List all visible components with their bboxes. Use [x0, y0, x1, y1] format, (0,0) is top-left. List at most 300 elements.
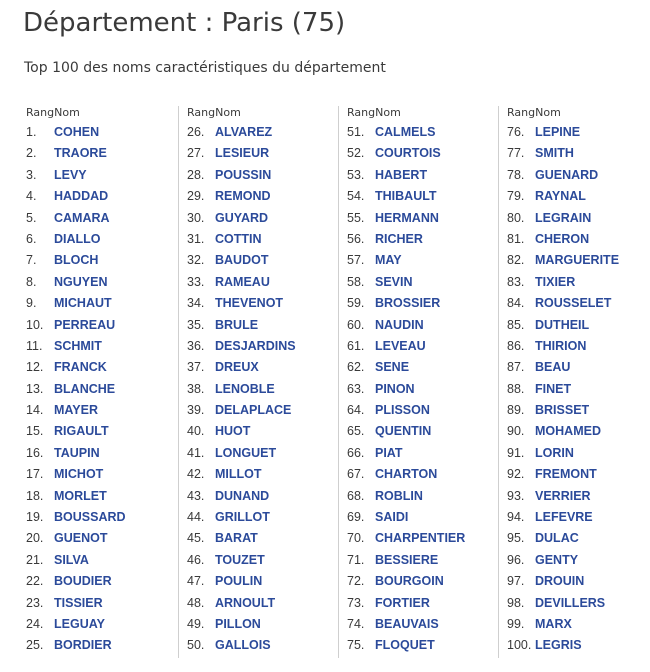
name-row — [187, 443, 328, 464]
surname-link[interactable]: SENE — [375, 360, 410, 375]
name-row — [347, 186, 488, 207]
name-row — [187, 379, 328, 400]
surname-link[interactable]: GRILLOT — [215, 510, 270, 525]
rank-number: 16. — [26, 445, 44, 460]
surname-link[interactable]: POULIN — [215, 574, 263, 589]
names-column-4 — [498, 106, 648, 658]
name-row — [507, 379, 648, 400]
rank-number: 66. — [347, 445, 365, 460]
rank-number: 60. — [347, 317, 365, 332]
rank-number: 95. — [507, 531, 525, 546]
surname-link[interactable]: PLISSON — [375, 403, 430, 418]
rank-number: 12. — [26, 360, 44, 375]
surname-link[interactable]: BLANCHE — [54, 381, 116, 396]
name-row — [187, 315, 328, 336]
rank-number: 79. — [507, 189, 525, 204]
rank-number: 55. — [347, 210, 365, 225]
rank-number: 49. — [187, 616, 205, 631]
rank-number: 48. — [187, 595, 205, 610]
rank-number: 47. — [187, 574, 205, 589]
name-row — [26, 571, 168, 592]
name-row — [187, 614, 328, 635]
name-row — [347, 571, 488, 592]
names-column-2 — [178, 106, 328, 658]
rank-number: 5. — [26, 210, 37, 225]
name-row — [187, 165, 328, 186]
rank-number: 63. — [347, 381, 365, 396]
surname-link[interactable]: LEPINE — [535, 125, 581, 139]
rows-list — [507, 122, 648, 657]
name-row — [187, 293, 328, 314]
name-row — [507, 143, 648, 164]
name-row — [187, 336, 328, 357]
surname-link[interactable]: GUYARD — [215, 210, 269, 225]
name-row — [347, 208, 488, 229]
surname-link[interactable]: CHARPENTIER — [375, 531, 466, 546]
rank-number: 13. — [26, 381, 44, 396]
name-header: Nom — [215, 106, 241, 119]
rank-number: 98. — [507, 595, 525, 610]
surname-link[interactable]: TISSIER — [54, 595, 103, 610]
surname-link[interactable]: SMITH — [535, 146, 574, 161]
rank-number: 35. — [187, 317, 205, 332]
surname-link[interactable]: QUENTIN — [375, 424, 432, 439]
surname-link[interactable]: RAMEAU — [215, 274, 270, 289]
name-row — [26, 250, 168, 271]
name-row — [507, 464, 648, 485]
surname-link[interactable]: DESJARDINS — [215, 338, 296, 353]
name-row — [347, 315, 488, 336]
surname-link[interactable]: MICHAUT — [54, 296, 112, 311]
name-row — [187, 250, 328, 271]
rank-number: 94. — [507, 510, 525, 525]
rank-number: 57. — [347, 253, 365, 268]
rank-number: 18. — [26, 488, 44, 503]
name-row — [347, 486, 488, 507]
name-row — [187, 421, 328, 442]
surname-link[interactable]: LEGRIS — [535, 638, 582, 653]
surname-link[interactable]: BRISSET — [535, 403, 590, 418]
surname-link[interactable]: LEGUAY — [54, 616, 105, 631]
name-row — [26, 486, 168, 507]
name-row — [187, 186, 328, 207]
name-row — [187, 486, 328, 507]
names-column-1 — [18, 106, 168, 658]
surname-link[interactable]: CHERON — [535, 231, 590, 246]
rank-number: 26. — [187, 125, 205, 139]
name-row — [507, 528, 648, 549]
rank-number: 85. — [507, 317, 525, 332]
name-row — [26, 421, 168, 442]
name-row — [26, 357, 168, 378]
surname-link[interactable]: DREUX — [215, 360, 259, 375]
surname-link[interactable]: BOUSSARD — [54, 510, 126, 525]
surname-link[interactable]: FREMONT — [535, 467, 597, 482]
rank-number: 72. — [347, 574, 365, 589]
name-header: Nom — [54, 106, 80, 119]
surname-link[interactable]: COTTIN — [215, 231, 262, 246]
surname-link[interactable]: MILLOT — [215, 467, 262, 482]
rank-number: 81. — [507, 231, 525, 246]
rank-number: 38. — [187, 381, 205, 396]
surname-link[interactable]: RAYNAL — [535, 189, 586, 204]
rank-number: 77. — [507, 146, 525, 161]
rank-number: 1. — [26, 125, 37, 139]
surname-link[interactable]: DELAPLACE — [215, 403, 292, 418]
surname-link[interactable]: THIBAULT — [375, 189, 437, 204]
surname-link[interactable]: DUTHEIL — [535, 317, 590, 332]
rank-number: 17. — [26, 467, 44, 482]
rank-number: 86. — [507, 338, 525, 353]
surname-link[interactable]: LEVEAU — [375, 338, 426, 353]
name-row — [26, 143, 168, 164]
name-row — [187, 400, 328, 421]
name-row — [347, 528, 488, 549]
surname-link[interactable]: MARX — [535, 616, 572, 631]
surname-link[interactable]: GENTY — [535, 552, 579, 567]
rank-number: 20. — [26, 531, 44, 546]
surname-link[interactable]: BEAUVAIS — [375, 616, 439, 631]
surname-link[interactable]: NGUYEN — [54, 274, 108, 289]
name-row — [507, 614, 648, 635]
surname-link[interactable]: LENOBLE — [215, 381, 275, 396]
rank-header: Rang — [187, 106, 216, 119]
surname-link[interactable]: BOUDIER — [54, 574, 112, 589]
name-row — [507, 593, 648, 614]
name-row — [26, 336, 168, 357]
rank-number: 44. — [187, 510, 205, 525]
name-row — [187, 208, 328, 229]
surname-link[interactable]: DROUIN — [535, 574, 585, 589]
rank-number: 8. — [26, 274, 37, 289]
surname-link[interactable]: SILVA — [54, 552, 89, 567]
name-row — [187, 635, 328, 656]
surname-link[interactable]: ROUSSELET — [535, 296, 612, 311]
name-row — [26, 593, 168, 614]
rank-number: 97. — [507, 574, 525, 589]
rank-number: 2. — [26, 146, 37, 161]
rank-number: 89. — [507, 403, 525, 418]
surname-link[interactable]: PILLON — [215, 616, 261, 631]
name-row — [347, 272, 488, 293]
name-row — [187, 507, 328, 528]
surname-link[interactable]: GALLOIS — [215, 638, 271, 653]
surname-link[interactable]: POUSSIN — [215, 167, 272, 182]
name-row — [507, 507, 648, 528]
rank-number: 87. — [507, 360, 525, 375]
surname-link[interactable]: LORIN — [535, 445, 574, 460]
surname-link[interactable]: MAY — [375, 253, 402, 268]
rank-number: 91. — [507, 445, 525, 460]
rank-number: 6. — [26, 231, 37, 246]
name-header: Nom — [535, 106, 561, 119]
rank-number: 93. — [507, 488, 525, 503]
surname-link[interactable]: FRANCK — [54, 360, 107, 375]
surname-link[interactable]: SCHMIT — [54, 338, 102, 353]
rank-number: 92. — [507, 467, 525, 482]
name-row — [507, 293, 648, 314]
rank-number: 56. — [347, 231, 365, 246]
name-row — [347, 635, 488, 656]
surname-link[interactable]: VERRIER — [535, 488, 591, 503]
name-row — [347, 165, 488, 186]
rank-number: 90. — [507, 424, 525, 439]
name-row — [26, 379, 168, 400]
rank-number: 41. — [187, 445, 205, 460]
rank-number: 9. — [26, 296, 37, 311]
surname-link[interactable]: BLOCH — [54, 253, 99, 268]
surname-link[interactable]: GUENARD — [535, 167, 599, 182]
surname-link[interactable]: NAUDIN — [375, 317, 424, 332]
rank-number: 33. — [187, 274, 205, 289]
surname-link[interactable]: RICHER — [375, 231, 423, 246]
name-row — [347, 421, 488, 442]
surname-link[interactable]: DEVILLERS — [535, 595, 606, 610]
rank-number: 3. — [26, 167, 37, 182]
rank-number: 36. — [187, 338, 205, 353]
surname-link[interactable]: TIXIER — [535, 274, 576, 289]
rank-number: 82. — [507, 253, 525, 268]
surname-link[interactable]: HADDAD — [54, 189, 109, 204]
name-row — [347, 443, 488, 464]
name-row — [26, 614, 168, 635]
surname-link[interactable]: ALVAREZ — [215, 125, 273, 139]
rank-number: 88. — [507, 381, 525, 396]
surname-link[interactable]: BROSSIER — [375, 296, 441, 311]
surname-link[interactable]: REMOND — [215, 189, 271, 204]
rank-number: 78. — [507, 167, 525, 182]
surname-link[interactable]: HERMANN — [375, 210, 439, 225]
surname-link[interactable]: PINON — [375, 381, 415, 396]
surname-link[interactable]: CALMELS — [375, 125, 436, 139]
surname-link[interactable]: BESSIERE — [375, 552, 439, 567]
name-row — [187, 528, 328, 549]
name-row — [507, 250, 648, 271]
name-row — [347, 229, 488, 250]
name-row — [187, 272, 328, 293]
rank-number: 23. — [26, 595, 44, 610]
surname-link[interactable]: DIALLO — [54, 231, 101, 246]
surname-link[interactable]: FORTIER — [375, 595, 430, 610]
name-row — [507, 186, 648, 207]
surname-link[interactable]: LESIEUR — [215, 146, 270, 161]
name-row — [347, 614, 488, 635]
name-row — [187, 143, 328, 164]
surname-link[interactable]: GUENOT — [54, 531, 108, 546]
rank-number: 76. — [507, 125, 525, 139]
column-header — [187, 106, 328, 120]
name-row — [26, 272, 168, 293]
rank-number: 50. — [187, 638, 205, 653]
surname-link[interactable]: LEGRAIN — [535, 210, 592, 225]
name-row — [507, 208, 648, 229]
surname-link[interactable]: THEVENOT — [215, 296, 284, 311]
rank-number: 64. — [347, 403, 365, 418]
column-header — [26, 106, 168, 120]
name-row — [347, 143, 488, 164]
name-row — [347, 122, 488, 143]
rank-number: 37. — [187, 360, 205, 375]
name-row — [507, 122, 648, 143]
name-row — [347, 379, 488, 400]
name-header: Nom — [375, 106, 401, 119]
surname-link[interactable]: RIGAULT — [54, 424, 109, 439]
name-row — [187, 550, 328, 571]
page-title: Département : Paris (75) — [23, 8, 346, 38]
name-row — [187, 122, 328, 143]
name-row — [26, 635, 168, 656]
rank-number: 43. — [187, 488, 205, 503]
rank-header: Rang — [507, 106, 536, 119]
rank-number: 71. — [347, 552, 365, 567]
surname-link[interactable]: CAMARA — [54, 210, 110, 225]
surname-link[interactable]: TAUPIN — [54, 445, 100, 460]
name-row — [26, 165, 168, 186]
name-row — [26, 528, 168, 549]
rank-number: 54. — [347, 189, 365, 204]
name-row — [187, 593, 328, 614]
surname-link[interactable]: PERREAU — [54, 317, 116, 332]
surname-link[interactable]: MARGUERITE — [535, 253, 620, 268]
surname-link[interactable]: FINET — [535, 381, 572, 396]
rank-number: 62. — [347, 360, 365, 375]
rank-number: 34. — [187, 296, 205, 311]
name-row — [347, 250, 488, 271]
rank-number: 27. — [187, 146, 205, 161]
surname-link[interactable]: BAUDOT — [215, 253, 269, 268]
name-row — [507, 272, 648, 293]
surname-link[interactable]: FLOQUET — [375, 638, 435, 653]
name-row — [507, 336, 648, 357]
rank-number: 28. — [187, 167, 205, 182]
surname-link[interactable]: COHEN — [54, 125, 100, 139]
surname-link[interactable]: BRULE — [215, 317, 259, 332]
rank-number: 59. — [347, 296, 365, 311]
name-row — [26, 122, 168, 143]
name-row — [507, 486, 648, 507]
name-row — [507, 443, 648, 464]
rank-number: 10. — [26, 317, 44, 332]
rank-number: 4. — [26, 189, 37, 204]
page-subtitle: Top 100 des noms caractéristiques du département — [24, 60, 386, 76]
rank-number: 42. — [187, 467, 205, 482]
surname-link[interactable]: BARAT — [215, 531, 258, 546]
names-column-3 — [338, 106, 488, 658]
surname-link[interactable]: ARNOULT — [215, 595, 276, 610]
name-row — [26, 186, 168, 207]
rank-number: 84. — [507, 296, 525, 311]
rank-number: 11. — [26, 338, 43, 353]
rank-number: 32. — [187, 253, 205, 268]
rank-number: 100. — [507, 638, 532, 653]
name-row — [507, 315, 648, 336]
rank-number: 46. — [187, 552, 205, 567]
surname-link[interactable]: DUNAND — [215, 488, 270, 503]
name-row — [26, 208, 168, 229]
surname-link[interactable]: ROBLIN — [375, 488, 423, 503]
rank-number: 58. — [347, 274, 365, 289]
surname-link[interactable]: MICHOT — [54, 467, 104, 482]
surname-link[interactable]: MOHAMED — [535, 424, 601, 439]
surname-link[interactable]: CHARTON — [375, 467, 438, 482]
name-row — [347, 593, 488, 614]
names-table — [18, 106, 643, 666]
surname-link[interactable]: BEAU — [535, 360, 571, 375]
name-row — [347, 464, 488, 485]
rank-number: 45. — [187, 531, 205, 546]
name-row — [347, 336, 488, 357]
rank-number: 68. — [347, 488, 365, 503]
surname-link[interactable]: BORDIER — [54, 638, 112, 653]
rank-number: 73. — [347, 595, 365, 610]
rank-number: 70. — [347, 531, 365, 546]
rank-number: 52. — [347, 146, 365, 161]
surname-link[interactable]: DULAC — [535, 531, 579, 546]
rank-number: 15. — [26, 424, 44, 439]
surname-link[interactable]: LEFEVRE — [535, 510, 593, 525]
name-row — [26, 293, 168, 314]
rank-number: 25. — [26, 638, 44, 653]
surname-link[interactable]: MORLET — [54, 488, 107, 503]
rank-number: 31. — [187, 231, 205, 246]
name-row — [507, 400, 648, 421]
column-header — [347, 106, 488, 120]
name-row — [347, 550, 488, 571]
rank-number: 40. — [187, 424, 205, 439]
name-row — [347, 507, 488, 528]
name-row — [507, 229, 648, 250]
name-row — [187, 571, 328, 592]
surname-link[interactable]: BOURGOIN — [375, 574, 444, 589]
name-row — [507, 165, 648, 186]
rank-number: 24. — [26, 616, 44, 631]
rank-header: Rang — [347, 106, 376, 119]
surname-link[interactable]: LEVY — [54, 167, 87, 182]
surname-link[interactable]: COURTOIS — [375, 146, 441, 161]
rows-list — [26, 122, 168, 657]
surname-link[interactable]: TRAORE — [54, 146, 107, 161]
rank-number: 80. — [507, 210, 525, 225]
surname-link[interactable]: MAYER — [54, 403, 98, 418]
name-row — [507, 550, 648, 571]
name-row — [187, 464, 328, 485]
name-row — [26, 550, 168, 571]
name-row — [507, 421, 648, 442]
surname-link[interactable]: SEVIN — [375, 274, 413, 289]
surname-link[interactable]: THIRION — [535, 338, 587, 353]
name-row — [26, 229, 168, 250]
name-row — [347, 357, 488, 378]
name-row — [26, 315, 168, 336]
surname-link[interactable]: HUOT — [215, 424, 251, 439]
surname-link[interactable]: HABERT — [375, 167, 428, 182]
rank-number: 30. — [187, 210, 205, 225]
name-row — [26, 464, 168, 485]
surname-link[interactable]: SAIDI — [375, 510, 409, 525]
surname-link[interactable]: TOUZET — [215, 552, 265, 567]
rank-number: 22. — [26, 574, 44, 589]
name-row — [26, 507, 168, 528]
rows-list — [347, 122, 488, 657]
surname-link[interactable]: LONGUET — [215, 445, 277, 460]
surname-link[interactable]: PIAT — [375, 445, 403, 460]
rank-number: 61. — [347, 338, 365, 353]
rank-number: 53. — [347, 167, 365, 182]
rank-number: 51. — [347, 125, 365, 139]
rank-number: 75. — [347, 638, 365, 653]
rank-number: 14. — [26, 403, 44, 418]
name-row — [347, 400, 488, 421]
